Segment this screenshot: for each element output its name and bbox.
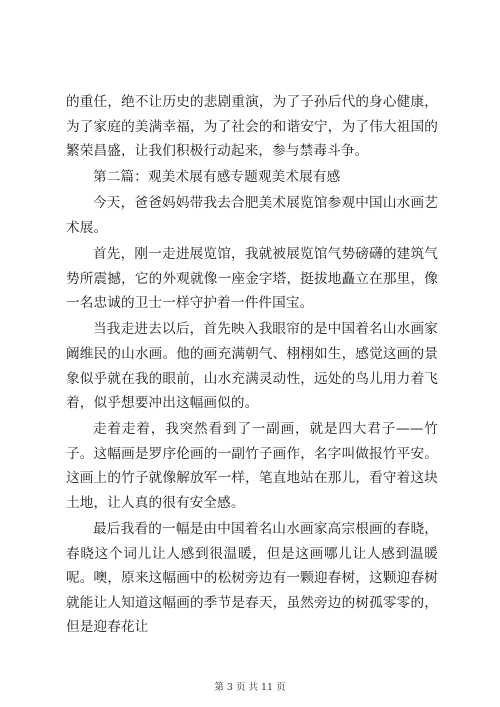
paragraph: 最后我看的一幅是由中国着名山水画家高宗根画的春晓，春晓这个词儿让人感到很温暖，但是这画哪儿让人感到温暖呢。噢，原来这幅画中的松树旁边有一颗迎春树，这颗迎春树就能让人知道这幅画的季节是春天，虽然旁边的树孤零零的，但是迎春花让 bbox=[66, 521, 438, 636]
paragraph-continuation: 的重任，绝不让历史的悲剧重演，为了子孙后代的身心健康，为了家庭的美满幸福，为了社会的和谐安宁，为了伟大祖国的繁荣昌盛，让我们积极行动起来，参与禁毒斗争。 bbox=[66, 94, 438, 160]
paragraph: 首先，刚一走进展览馆，我就被展览馆气势磅礴的建筑气势所震撼，它的外观就像一座金字塔，挺拔地矗立在那里，像一名忠诚的卫士一样守护着一件件国宝。 bbox=[66, 246, 438, 312]
section-heading: 第二篇：观美术展有感专题观美术展有感 bbox=[93, 169, 341, 186]
page-footer: 第 3 页 共 11 页 bbox=[214, 682, 286, 693]
paragraph: 今天，爸爸妈妈带我去合肥美术展览馆参观中国山水画艺术展。 bbox=[66, 195, 438, 236]
body-text bbox=[66, 90, 438, 640]
paragraph: 当我走进去以后，首先映入我眼帘的是中国着名山水画家阚维民的山水画。他的画充满朝气、栩栩如生，感觉这画的景象似乎就在我的眼前，山水充满灵动性，远处的鸟儿用力着飞着，似乎想要冲出这幅画似的。 bbox=[66, 321, 438, 412]
paragraph: 走着走着，我突然看到了一副画，就是四大君子——竹子。这幅画是罗序伦画的一副竹子画作，名字叫做报竹平安。这画上的竹子就像解放军一样，笔直地站在那儿，看守着这块土地，让人真的很有安全感。 bbox=[66, 421, 438, 511]
